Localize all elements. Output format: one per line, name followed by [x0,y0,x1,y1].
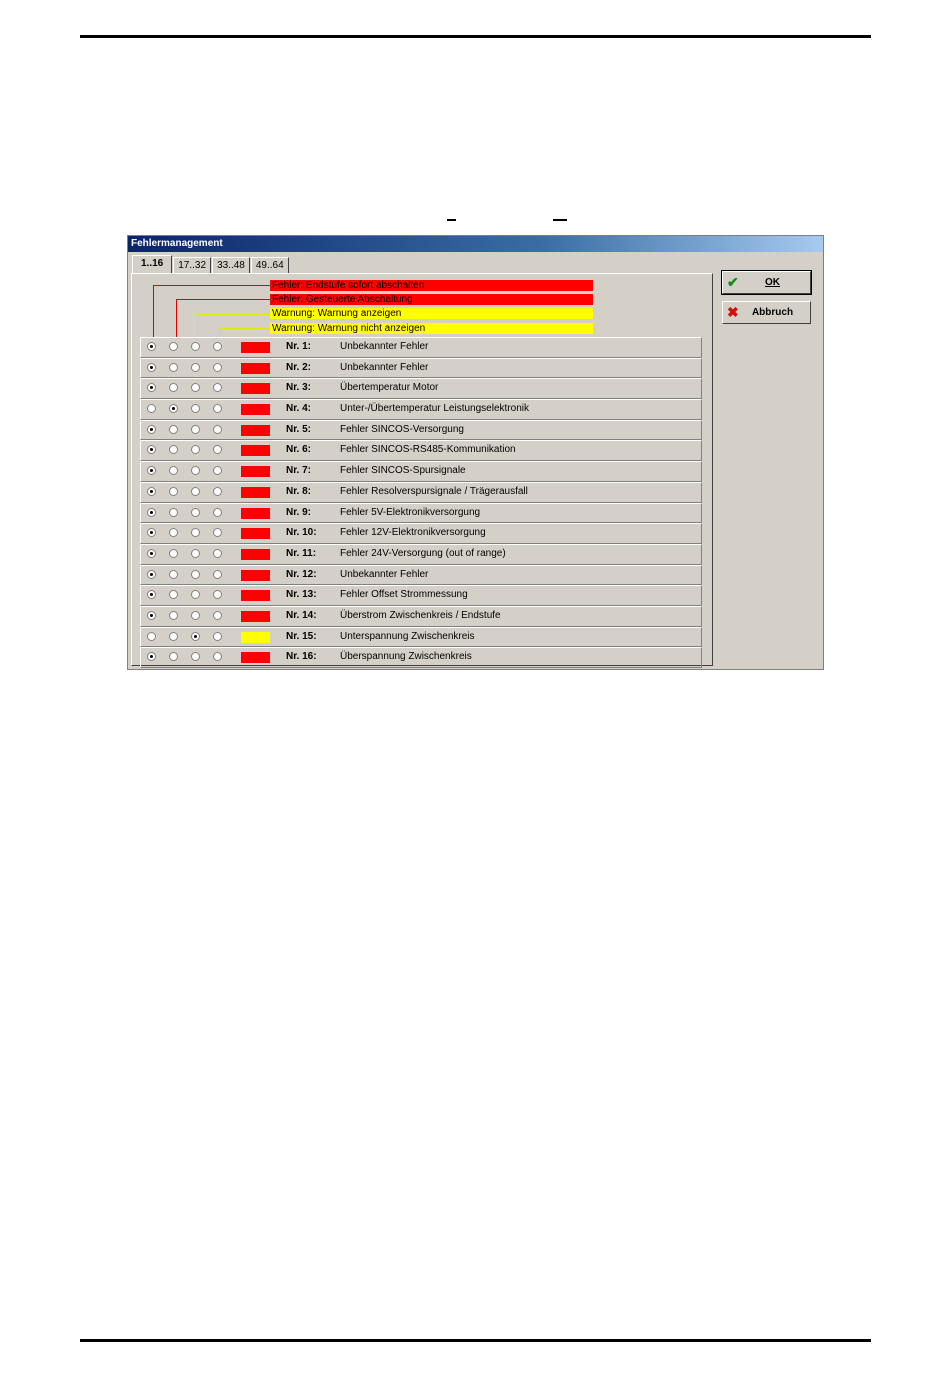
legend-warnung-anzeigen: Warnung: Warnung anzeigen [270,308,593,319]
error-row [140,420,702,441]
error-row [140,358,702,379]
error-row [140,523,702,544]
page-header-rule [80,35,871,38]
error-number: Nr. 5: [286,423,312,435]
severity-radio-1[interactable] [147,549,156,558]
severity-radio-1[interactable] [147,363,156,372]
cross-icon: ✖ [727,304,739,320]
error-number: Nr. 1: [286,341,312,352]
severity-radio-3[interactable] [191,652,200,661]
error-row [140,606,702,627]
severity-color-swatch [241,508,270,519]
error-number: Nr. 16: [286,651,317,663]
severity-radio-4[interactable] [213,404,222,413]
error-description: Überstrom Zwischenkreis / Endstufe [340,609,501,621]
severity-radio-4[interactable] [213,487,222,496]
severity-radio-4[interactable] [213,528,222,537]
severity-color-swatch [241,425,270,436]
severity-color-swatch [241,652,270,663]
severity-color-swatch [241,363,270,374]
error-description: Fehler SINCOS-Spursignale [340,465,466,477]
severity-radio-3[interactable] [191,487,200,496]
severity-radio-4[interactable] [213,383,222,392]
error-row [140,378,702,399]
severity-color-swatch [241,383,270,394]
severity-radio-1[interactable] [147,425,156,434]
severity-color-swatch [241,445,270,456]
severity-color-swatch [241,342,270,353]
severity-radio-3[interactable] [191,528,200,537]
severity-radio-2[interactable] [169,570,178,579]
severity-radio-3[interactable] [191,466,200,475]
severity-radio-3[interactable] [191,570,200,579]
error-row [140,337,702,358]
severity-radio-1[interactable] [147,590,156,599]
severity-radio-4[interactable] [213,590,222,599]
severity-radio-4[interactable] [213,652,222,661]
severity-color-swatch [241,404,270,415]
severity-radio-2[interactable] [169,342,178,351]
error-number: Nr. 3: [286,382,312,394]
error-description: Überspannung Zwischenkreis [340,651,472,663]
severity-radio-4[interactable] [213,445,222,454]
error-number: Nr. 2: [286,361,312,373]
severity-radio-3[interactable] [191,363,200,372]
severity-radio-2[interactable] [169,466,178,475]
tab-17-32[interactable]: 17..32 [173,257,211,273]
severity-radio-3[interactable] [191,445,200,454]
severity-radio-4[interactable] [213,363,222,372]
error-row [140,544,702,565]
error-number: Nr. 7: [286,465,312,477]
error-row [140,440,702,461]
severity-radio-1[interactable] [147,632,156,641]
error-description: Fehler 24V-Versorgung (out of range) [340,547,506,559]
severity-radio-4[interactable] [213,549,222,558]
legend-endstufe-abschalten: Fehler: Endstufe sofort abschalten [270,280,593,291]
severity-radio-4[interactable] [213,342,222,351]
error-description: Unbekannter Fehler [340,341,429,352]
error-number: Nr. 10: [286,527,317,539]
severity-radio-2[interactable] [169,528,178,537]
error-description: Fehler Offset Strommessung [340,589,468,601]
severity-radio-2[interactable] [169,549,178,558]
severity-radio-2[interactable] [169,590,178,599]
severity-radio-1[interactable] [147,404,156,413]
severity-radio-3[interactable] [191,425,200,434]
severity-color-swatch [241,590,270,601]
severity-radio-3[interactable] [191,549,200,558]
error-description: Übertemperatur Motor [340,382,439,394]
error-description: Unbekannter Fehler [340,361,429,373]
fehlermanagement-dialog [127,235,824,670]
severity-radio-1[interactable] [147,611,156,620]
tab-strip [132,255,290,273]
severity-radio-2[interactable] [169,652,178,661]
severity-radio-4[interactable] [213,632,222,641]
severity-color-swatch [241,570,270,581]
severity-radio-1[interactable] [147,487,156,496]
severity-radio-3[interactable] [191,632,200,641]
severity-radio-1[interactable] [147,652,156,661]
error-number: Nr. 15: [286,630,317,642]
severity-radio-2[interactable] [169,508,178,517]
error-description: Fehler 12V-Elektronikversorgung [340,527,486,539]
severity-radio-3[interactable] [191,383,200,392]
error-description: Fehler 5V-Elektronikversorgung [340,506,481,518]
severity-radio-1[interactable] [147,508,156,517]
severity-radio-2[interactable] [169,445,178,454]
page-footer-rule [80,1339,871,1342]
tab-33-48[interactable]: 33..48 [212,257,250,273]
severity-radio-4[interactable] [213,466,222,475]
severity-radio-4[interactable] [213,611,222,620]
severity-color-swatch [241,611,270,622]
error-description: Fehler Resolverspursignale / Trägerausfall [340,485,528,497]
error-number: Nr. 6: [286,444,312,456]
error-row [140,647,702,668]
ok-button[interactable]: ✔ OK [722,271,811,294]
error-number: Nr. 12: [286,568,317,580]
error-number: Nr. 8: [286,485,312,497]
cancel-button[interactable]: ✖ Abbruch [722,301,811,324]
error-row [140,565,702,586]
error-description: Unterspannung Zwischenkreis [340,630,475,642]
severity-radio-3[interactable] [191,404,200,413]
tab-1-16[interactable]: 1..16 [132,255,172,274]
severity-color-swatch [241,487,270,498]
severity-radio-2[interactable] [169,632,178,641]
dialog-title: Fehlermanagement [128,236,823,252]
underline-mark [553,219,567,221]
tab-49-64[interactable]: 49..64 [251,257,289,273]
severity-radio-4[interactable] [213,508,222,517]
severity-radio-1[interactable] [147,383,156,392]
severity-radio-4[interactable] [213,425,222,434]
severity-color-swatch [241,528,270,539]
error-number: Nr. 14: [286,609,317,621]
severity-color-swatch [241,632,270,643]
severity-radio-1[interactable] [147,466,156,475]
error-row [140,585,702,606]
underline-mark [447,219,456,221]
severity-radio-1[interactable] [147,342,156,351]
error-number: Nr. 11: [286,547,317,559]
severity-radio-1[interactable] [147,528,156,537]
error-number: Nr. 9: [286,506,312,518]
error-description: Fehler SINCOS-Versorgung [340,423,464,435]
severity-radio-2[interactable] [169,487,178,496]
error-description: Fehler SINCOS-RS485-Kommunikation [340,444,516,456]
error-row [140,461,702,482]
legend-gesteuerte-abschaltung: Fehler: Gesteuerte Abschaltung [270,294,593,305]
severity-color-swatch [241,549,270,560]
error-row [140,399,702,420]
severity-radio-2[interactable] [169,425,178,434]
severity-radio-2[interactable] [169,404,178,413]
severity-radio-1[interactable] [147,445,156,454]
error-description: Unter-/Übertemperatur Leistungselektronik [340,403,529,415]
severity-radio-4[interactable] [213,570,222,579]
severity-radio-2[interactable] [169,383,178,392]
error-description: Unbekannter Fehler [340,568,429,580]
severity-radio-3[interactable] [191,590,200,599]
legend-warnung-nicht-anzeigen: Warnung: Warnung nicht anzeigen [270,323,593,334]
severity-radio-1[interactable] [147,570,156,579]
severity-radio-2[interactable] [169,363,178,372]
severity-radio-3[interactable] [191,342,200,351]
checkmark-icon: ✔ [727,274,739,290]
severity-radio-3[interactable] [191,611,200,620]
error-row [140,503,702,524]
severity-radio-3[interactable] [191,508,200,517]
error-number: Nr. 4: [286,403,312,415]
error-row [140,627,702,648]
error-list [140,337,702,668]
severity-color-swatch [241,466,270,477]
severity-radio-2[interactable] [169,611,178,620]
error-row [140,482,702,503]
error-number: Nr. 13: [286,589,317,601]
